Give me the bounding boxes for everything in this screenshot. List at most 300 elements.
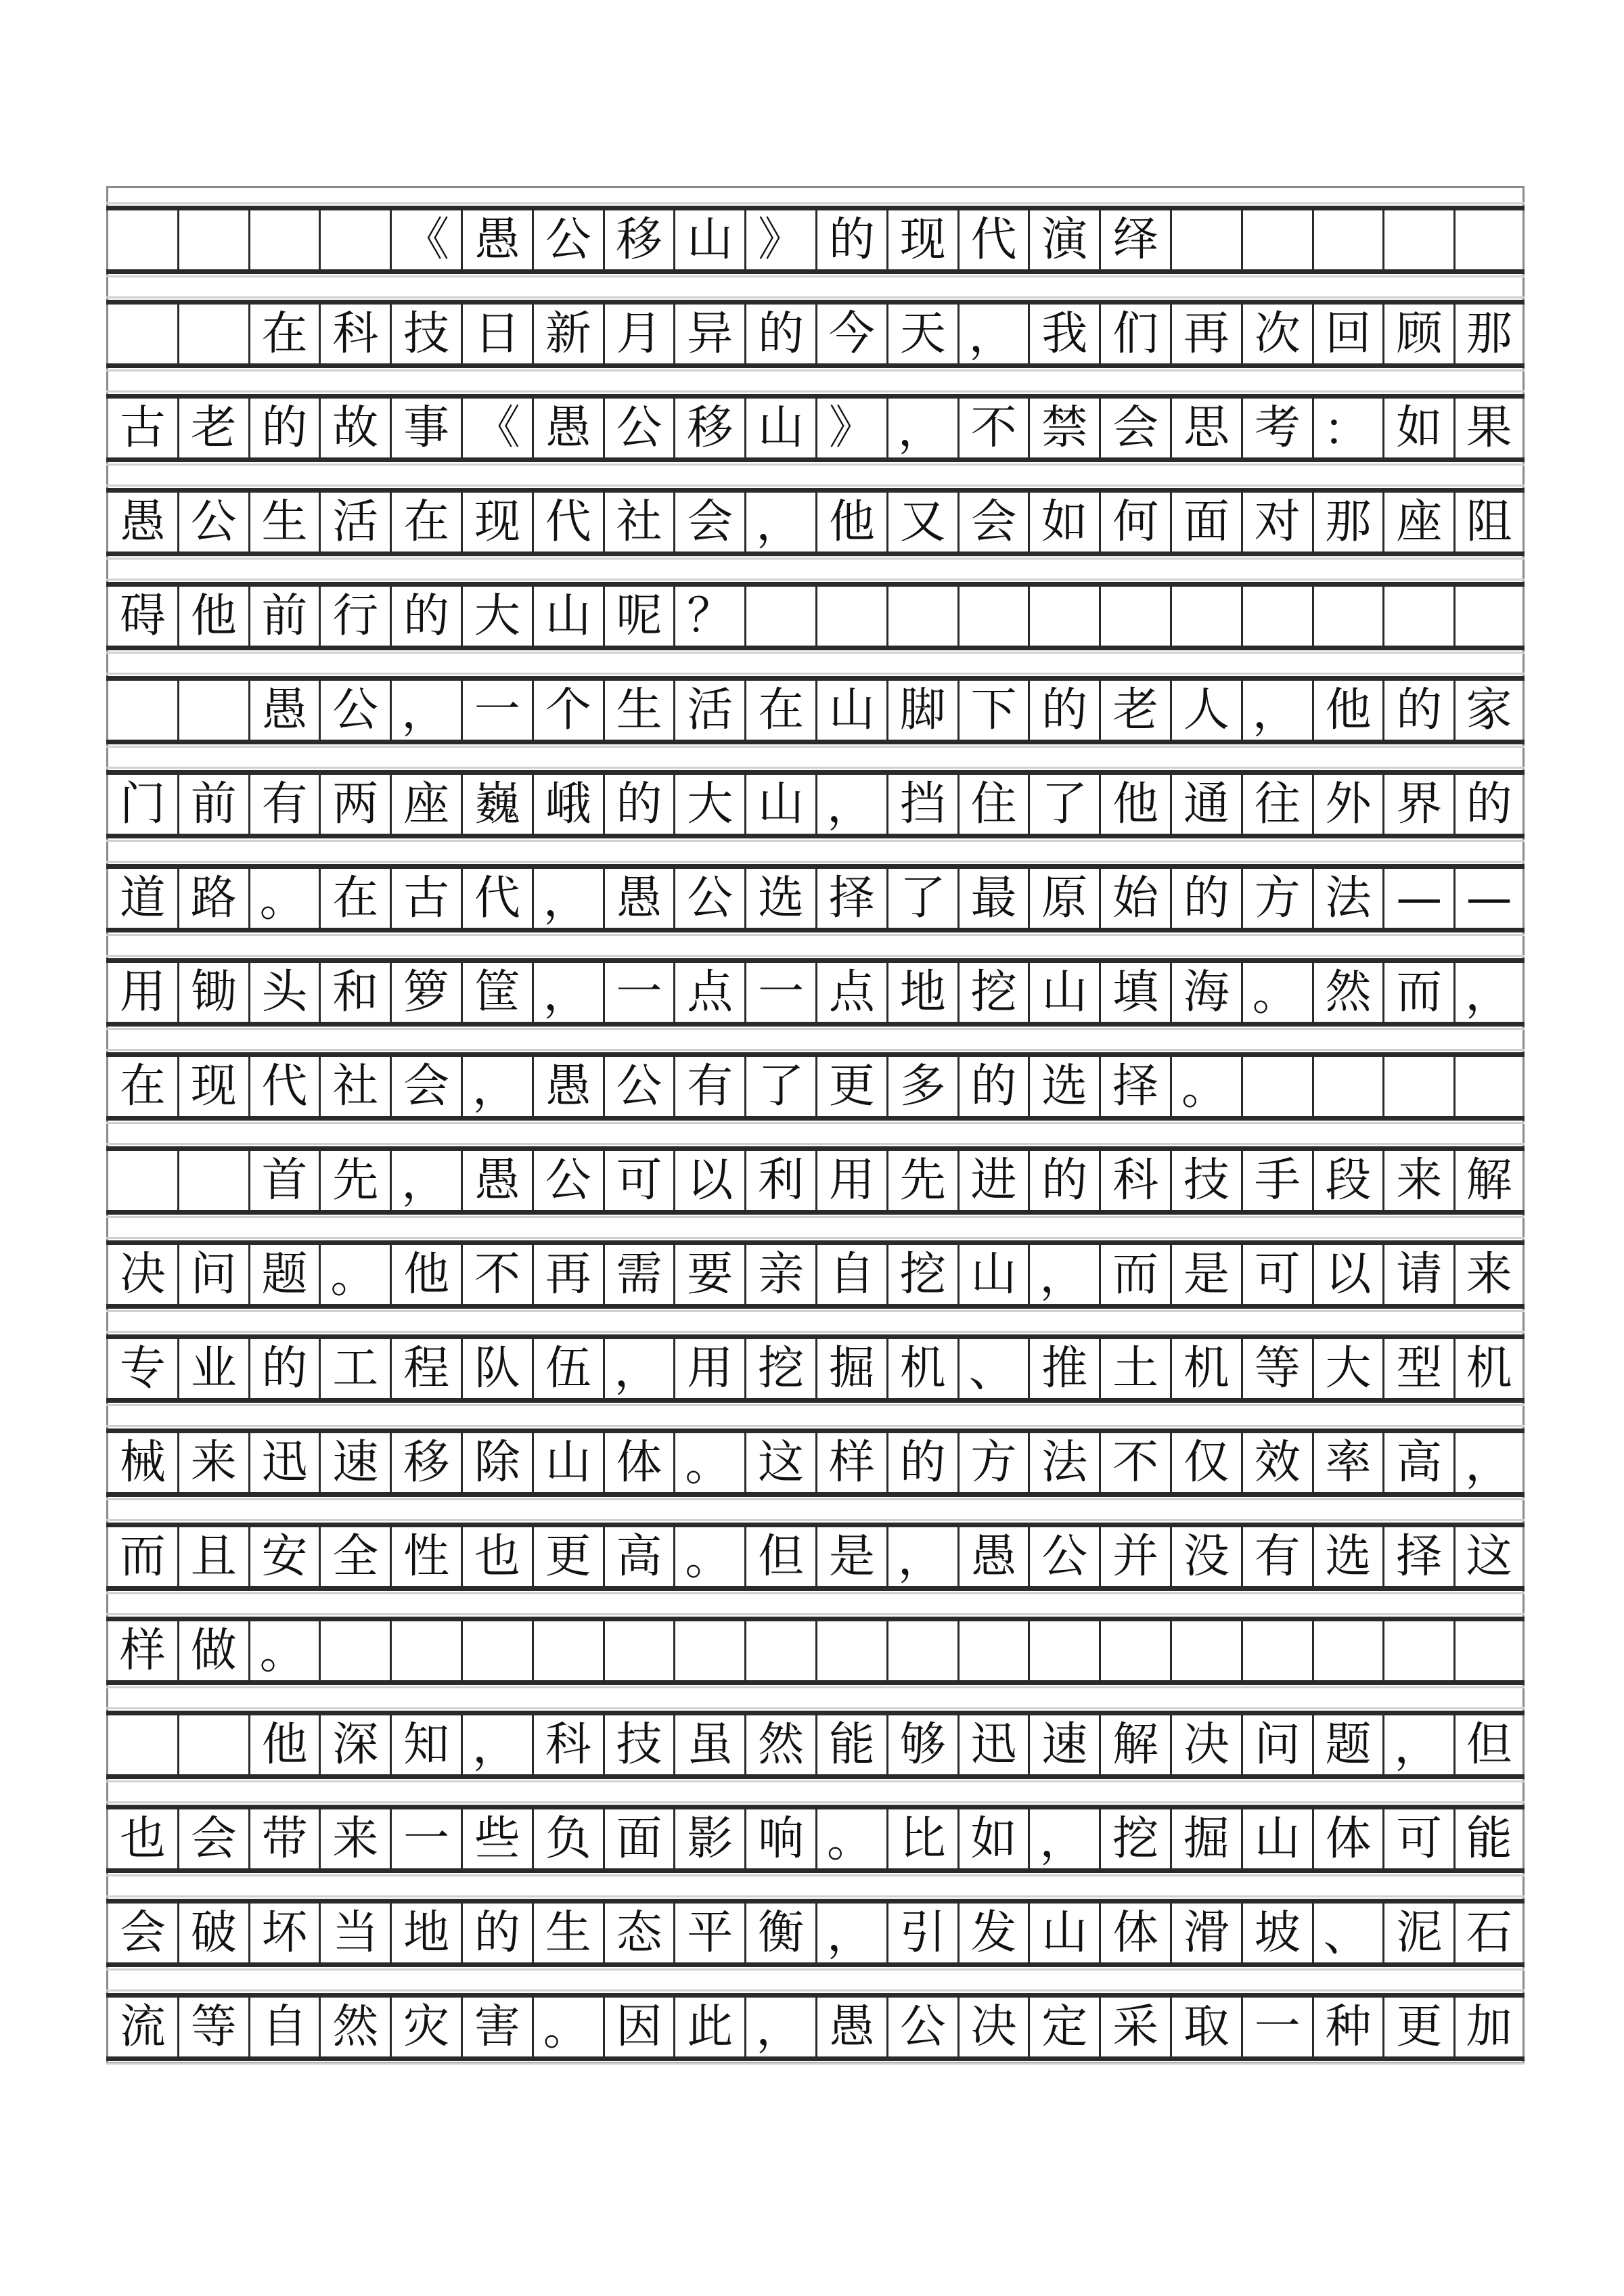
grid-cell-char: ， (1453, 1433, 1525, 1492)
grid-cell-char: 此 (673, 1998, 744, 2056)
grid-cell-char: 些 (461, 1809, 532, 1868)
grid-cell-char: 公 (319, 681, 390, 740)
grid-cell-char: 会 (957, 493, 1029, 552)
grid-cell-char: 的 (957, 1057, 1029, 1116)
grid-cell-char: 选 (744, 869, 815, 928)
grid-cell-char: 做 (177, 1621, 248, 1680)
grid-cell-char: 的 (603, 775, 674, 834)
grid-cell-char: 样 (815, 1433, 886, 1492)
grid-cell-char: 会 (390, 1057, 461, 1116)
grid-cell-char: 等 (1241, 1339, 1312, 1398)
grid-cell-char: 迅 (248, 1433, 319, 1492)
grid-cell-char: 、 (1312, 1904, 1383, 1962)
grid-cell-char: 更 (532, 1527, 603, 1586)
grid-cell-char: 。 (673, 1433, 744, 1492)
grid-cell-char: 个 (532, 681, 603, 740)
grid-cell-char: ， (886, 399, 957, 457)
grid-cell-empty (106, 305, 177, 363)
grid-cell-char: 社 (603, 493, 674, 552)
grid-cell-char: 速 (1028, 1715, 1099, 1774)
grid-cell-empty (106, 210, 177, 269)
grid-cell-char: 型 (1382, 1339, 1453, 1398)
grid-cell-char: 挖 (744, 1339, 815, 1398)
grid-cell-char: 工 (319, 1339, 390, 1398)
grid-cell-char: 座 (1382, 493, 1453, 552)
grid-cell-char: 比 (886, 1809, 957, 1868)
grid-cell-char: 山 (744, 775, 815, 834)
grid-cell-char: 代 (532, 493, 603, 552)
grid-cell-char: 的 (1028, 681, 1099, 740)
grid-cell-char: 问 (177, 1245, 248, 1304)
grid-cell-char: 挖 (886, 1245, 957, 1304)
grid-cell-char: 手 (1241, 1151, 1312, 1210)
grid-cell-char: ， (1028, 1245, 1099, 1304)
grid-cell-char: 愚 (603, 869, 674, 928)
grid-cell-char: 。 (673, 1527, 744, 1586)
grid-cell-char: 以 (1312, 1245, 1383, 1304)
grid-cell-char: 采 (1099, 1998, 1170, 2056)
grid-cell-char: 公 (532, 1151, 603, 1210)
text-row (106, 1805, 1525, 1873)
grid-cell-char: 技 (1170, 1151, 1241, 1210)
grid-cell-char: 的 (886, 1433, 957, 1492)
grid-cell-char: 仅 (1170, 1433, 1241, 1492)
grid-cell-char: 公 (673, 869, 744, 928)
grid-cell-empty (319, 1621, 390, 1680)
grid-cell-char: 先 (319, 1151, 390, 1210)
grid-cell-char: 高 (603, 1527, 674, 1586)
grid-cell-char: 箩 (390, 963, 461, 1022)
grid-cell-char: 然 (319, 1998, 390, 2056)
grid-cell-char: 程 (390, 1339, 461, 1398)
grid-cell-char: 筐 (461, 963, 532, 1022)
grid-cell-char: 他 (390, 1245, 461, 1304)
grid-cell-char: 山 (815, 681, 886, 740)
grid-cell-char: 解 (1099, 1715, 1170, 1774)
text-row (106, 1052, 1525, 1121)
grid-cell-char: 代 (248, 1057, 319, 1116)
text-row (106, 1428, 1525, 1497)
grid-cell-char: 巍 (461, 775, 532, 834)
grid-cell-char: ， (815, 775, 886, 834)
grid-cell-char: 但 (744, 1527, 815, 1586)
grid-cell-char: 山 (532, 1433, 603, 1492)
grid-cell-char: 科 (532, 1715, 603, 1774)
grid-cell-char: 如 (1028, 493, 1099, 552)
grid-cell-char: 脚 (886, 681, 957, 740)
grid-cell-char: 。 (1170, 1057, 1241, 1116)
grid-cell-char: 愚 (461, 210, 532, 269)
grid-cell-char: 问 (1241, 1715, 1312, 1774)
grid-cell-char: 移 (673, 399, 744, 457)
grid-cell-char: 天 (886, 305, 957, 363)
grid-cell-char: — (1453, 869, 1525, 928)
grid-cell-char: 技 (603, 1715, 674, 1774)
grid-cell-char: 率 (1312, 1433, 1383, 1492)
grid-cell-char: 的 (1170, 869, 1241, 928)
grid-cell-char: 机 (1453, 1339, 1525, 1398)
grid-cell-char: 了 (886, 869, 957, 928)
grid-cell-char: 又 (886, 493, 957, 552)
grid-cell-char: 进 (957, 1151, 1029, 1210)
text-row (106, 1146, 1525, 1215)
grid-cell-char: 活 (673, 681, 744, 740)
grid-cell-char: 呢 (603, 587, 674, 646)
grid-cell-char: 掘 (1170, 1809, 1241, 1868)
grid-cell-char: 了 (1028, 775, 1099, 834)
grid-cell-char: 的 (461, 1904, 532, 1962)
grid-cell-char: 械 (106, 1433, 177, 1492)
grid-cell-char: 他 (1312, 681, 1383, 740)
grid-cell-char: 取 (1170, 1998, 1241, 2056)
grid-cell-char: 月 (603, 305, 674, 363)
grid-cell-empty (106, 1715, 177, 1774)
grid-cell-char: 公 (603, 1057, 674, 1116)
text-row (106, 394, 1525, 462)
grid-cell-char: 事 (390, 399, 461, 457)
grid-cell-char: 有 (248, 775, 319, 834)
grid-cell-char: 体 (1099, 1904, 1170, 1962)
grid-cell-char: ： (1312, 399, 1383, 457)
grid-cell-char: 在 (744, 681, 815, 740)
grid-cell-empty (106, 681, 177, 740)
grid-cell-char: 点 (673, 963, 744, 1022)
grid-cell-char: 次 (1241, 305, 1312, 363)
grid-cell-empty (1382, 1621, 1453, 1680)
grid-cell-char: 这 (1453, 1527, 1525, 1586)
grid-cell-char: 当 (319, 1904, 390, 1962)
grid-cell-empty (319, 210, 390, 269)
grid-cell-char: 》 (815, 399, 886, 457)
grid-cell-char: 禁 (1028, 399, 1099, 457)
grid-cell-char: 坏 (248, 1904, 319, 1962)
grid-cell-char: 而 (106, 1527, 177, 1586)
text-row (106, 1711, 1525, 1779)
grid-cell-empty (815, 587, 886, 646)
grid-cell-empty (390, 1621, 461, 1680)
grid-cell-char: ， (1382, 1715, 1453, 1774)
grid-cell-char: 用 (815, 1151, 886, 1210)
grid-cell-char: 原 (1028, 869, 1099, 928)
grid-cell-char: 深 (319, 1715, 390, 1774)
grid-cell-char: 机 (1170, 1339, 1241, 1398)
grid-cell-char: 山 (1241, 1809, 1312, 1868)
grid-cell-char: 锄 (177, 963, 248, 1022)
grid-cell-char: 愚 (106, 493, 177, 552)
grid-cell-char: 公 (603, 399, 674, 457)
grid-cell-char: 公 (1028, 1527, 1099, 1586)
grid-cell-empty (1312, 587, 1383, 646)
grid-cell-char: ， (1241, 681, 1312, 740)
grid-cell-char: ， (461, 1057, 532, 1116)
grid-cell-char: 始 (1099, 869, 1170, 928)
grid-cell-char: 种 (1312, 1998, 1383, 2056)
grid-cell-char: 题 (248, 1245, 319, 1304)
grid-cell-empty (1453, 1057, 1525, 1116)
grid-cell-empty (957, 1621, 1029, 1680)
grid-cell-char: 解 (1453, 1151, 1525, 1210)
grid-cell-char: 会 (177, 1809, 248, 1868)
grid-cell-char: 在 (106, 1057, 177, 1116)
text-row (106, 582, 1525, 650)
grid-cell-char: 对 (1241, 493, 1312, 552)
grid-cell-char: 两 (319, 775, 390, 834)
grid-cell-char: 那 (1453, 305, 1525, 363)
grid-cell-char: 且 (177, 1527, 248, 1586)
text-row (106, 1993, 1525, 2061)
grid-cell-char: 会 (1099, 399, 1170, 457)
grid-cell-empty (1312, 210, 1383, 269)
grid-cell-char: 。 (319, 1245, 390, 1304)
grid-cell-char: 来 (319, 1809, 390, 1868)
grid-cell-char: 愚 (815, 1998, 886, 2056)
grid-cell-char: 。 (248, 869, 319, 928)
grid-cell-char: 有 (673, 1057, 744, 1116)
grid-cell-char: 生 (532, 1904, 603, 1962)
grid-cell-char: 公 (886, 1998, 957, 2056)
grid-cell-char: 在 (390, 493, 461, 552)
grid-cell-char: 坡 (1241, 1904, 1312, 1962)
grid-cell-char: 土 (1099, 1339, 1170, 1398)
grid-cell-char: 挖 (957, 963, 1029, 1022)
grid-cell-char: 滑 (1170, 1904, 1241, 1962)
grid-cell-char: 界 (1382, 775, 1453, 834)
text-row (106, 1899, 1525, 1967)
grid-cell-char: 碍 (106, 587, 177, 646)
grid-cell-char: 灾 (390, 1998, 461, 2056)
grid-cell-char: 不 (957, 399, 1029, 457)
grid-cell-char: 可 (1382, 1809, 1453, 1868)
grid-cell-char: 老 (177, 399, 248, 457)
grid-cell-char: ， (1028, 1809, 1099, 1868)
grid-cell-char: 再 (1170, 305, 1241, 363)
grid-cell-char: 流 (106, 1998, 177, 2056)
grid-cell-char: 样 (106, 1621, 177, 1680)
grid-cell-char: 那 (1312, 493, 1383, 552)
grid-cell-empty (1312, 1621, 1383, 1680)
grid-cell-char: 要 (673, 1245, 744, 1304)
grid-cell-char: 新 (532, 305, 603, 363)
grid-cell-char: 专 (106, 1339, 177, 1398)
grid-cell-char: 异 (673, 305, 744, 363)
grid-cell-char: ， (1453, 963, 1525, 1022)
grid-cell-char: 古 (106, 399, 177, 457)
grid-cell-char: 现 (177, 1057, 248, 1116)
grid-cell-char: 利 (744, 1151, 815, 1210)
grid-cell-char: ， (532, 963, 603, 1022)
grid-cell-char: 的 (1453, 775, 1525, 834)
grid-cell-empty (1382, 587, 1453, 646)
grid-cell-char: 并 (1099, 1527, 1170, 1586)
grid-cell-char: 》 (744, 210, 815, 269)
grid-cell-char: 。 (815, 1809, 886, 1868)
grid-cell-char: 而 (1099, 1245, 1170, 1304)
grid-cell-char: 日 (461, 305, 532, 363)
grid-cell-char: 住 (957, 775, 1029, 834)
grid-cell-char: 多 (886, 1057, 957, 1116)
grid-cell-char: 安 (248, 1527, 319, 1586)
grid-cell-empty (886, 587, 957, 646)
grid-cell-char: 行 (319, 587, 390, 646)
grid-cell-char: 会 (106, 1904, 177, 1962)
grid-cell-char: 一 (744, 963, 815, 1022)
grid-cell-char: 他 (815, 493, 886, 552)
grid-cell-char: 演 (1028, 210, 1099, 269)
grid-cell-char: 、 (957, 1339, 1029, 1398)
grid-cell-char: 的 (744, 305, 815, 363)
grid-cell-char: 地 (390, 1904, 461, 1962)
grid-cell-empty (673, 1621, 744, 1680)
grid-cell-char: 态 (603, 1904, 674, 1962)
grid-cell-char: ， (957, 305, 1029, 363)
grid-cell-char: 亲 (744, 1245, 815, 1304)
grid-cell-char: 全 (319, 1527, 390, 1586)
grid-cell-empty (957, 587, 1029, 646)
grid-cell-char: 先 (886, 1151, 957, 1210)
grid-cell-empty (744, 587, 815, 646)
title-row (106, 206, 1525, 274)
grid-cell-char: 《 (390, 210, 461, 269)
grid-cell-char: 法 (1312, 869, 1383, 928)
grid-cell-char: 座 (390, 775, 461, 834)
grid-cell-char: 害 (461, 1998, 532, 2056)
grid-cell-char: 。 (532, 1998, 603, 2056)
grid-cell-char: 何 (1099, 493, 1170, 552)
grid-cell-char: 泥 (1382, 1904, 1453, 1962)
grid-cell-char: 头 (248, 963, 319, 1022)
grid-cell-char: 自 (815, 1245, 886, 1304)
grid-cell-char: 如 (957, 1809, 1029, 1868)
grid-cell-char: ， (886, 1527, 957, 1586)
text-row (106, 1523, 1525, 1591)
grid-cell-char: 代 (957, 210, 1029, 269)
grid-cell-char: 一 (603, 963, 674, 1022)
grid-cell-empty (1312, 1057, 1383, 1116)
grid-cell-char: 性 (390, 1527, 461, 1586)
grid-cell-char: 体 (1312, 1809, 1383, 1868)
grid-cell-char: 的 (248, 1339, 319, 1398)
grid-cell-char: 海 (1170, 963, 1241, 1022)
grid-cell-empty (1170, 587, 1241, 646)
text-row (106, 488, 1525, 556)
grid-cell-char: 大 (461, 587, 532, 646)
text-row (106, 300, 1525, 368)
grid-cell-empty (1241, 210, 1312, 269)
grid-cell-char: 通 (1170, 775, 1241, 834)
grid-cell-empty (177, 681, 248, 740)
grid-cell-char: 的 (1028, 1151, 1099, 1210)
grid-cell-char: 生 (248, 493, 319, 552)
grid-cell-char: 山 (1028, 1904, 1099, 1962)
grid-cell-char: 择 (815, 869, 886, 928)
grid-cell-char: 可 (603, 1151, 674, 1210)
grid-cell-empty (815, 1621, 886, 1680)
grid-cell-char: 点 (815, 963, 886, 1022)
grid-cell-char: 择 (1099, 1057, 1170, 1116)
grid-cell-char: 的 (815, 210, 886, 269)
grid-cell-char: 阻 (1453, 493, 1525, 552)
grid-cell-char: ， (744, 493, 815, 552)
grid-cell-char: 平 (673, 1904, 744, 1962)
grid-cell-char: 也 (461, 1527, 532, 1586)
grid-cell-char: 是 (815, 1527, 886, 1586)
grid-cell-char: 引 (886, 1904, 957, 1962)
grid-cell-char: 峨 (532, 775, 603, 834)
grid-cell-empty (603, 1621, 674, 1680)
grid-cell-char: 这 (744, 1433, 815, 1492)
grid-cell-char: 然 (1312, 963, 1383, 1022)
grid-cell-char: 高 (1382, 1433, 1453, 1492)
text-row (106, 958, 1525, 1027)
grid-cell-char: 不 (1099, 1433, 1170, 1492)
grid-cell-char: 路 (177, 869, 248, 928)
grid-cell-char: 但 (1453, 1715, 1525, 1774)
grid-cell-char: 因 (603, 1998, 674, 2056)
grid-cell-char: 顾 (1382, 305, 1453, 363)
grid-cell-char: 衡 (744, 1904, 815, 1962)
grid-cell-char: 响 (744, 1809, 815, 1868)
text-row (106, 676, 1525, 744)
grid-cell-char: ？ (673, 587, 744, 646)
grid-cell-char: 选 (1028, 1057, 1099, 1116)
grid-cell-char: 了 (744, 1057, 815, 1116)
grid-cell-char: 以 (673, 1151, 744, 1210)
grid-cell-empty (1453, 587, 1525, 646)
grid-cell-char: 的 (390, 587, 461, 646)
grid-cell-char: 移 (390, 1433, 461, 1492)
grid-cell-char: 负 (532, 1809, 603, 1868)
grid-cell-empty (1382, 210, 1453, 269)
grid-cell-char: 不 (461, 1245, 532, 1304)
grid-cell-char: 现 (886, 210, 957, 269)
grid-cell-char: 的 (1382, 681, 1453, 740)
grid-cell-char: 题 (1312, 1715, 1383, 1774)
grid-cell-char: 决 (1170, 1715, 1241, 1774)
grid-cell-char: 来 (1453, 1245, 1525, 1304)
grid-cell-char: 山 (957, 1245, 1029, 1304)
grid-cell-char: 破 (177, 1904, 248, 1962)
grid-cell-char: 法 (1028, 1433, 1099, 1492)
grid-cell-char: 效 (1241, 1433, 1312, 1492)
grid-cell-char: 挖 (1099, 1809, 1170, 1868)
grid-cell-char: 决 (957, 1998, 1029, 2056)
grid-cell-char: 除 (461, 1433, 532, 1492)
grid-cell-char: 然 (744, 1715, 815, 1774)
text-row (106, 770, 1525, 838)
grid-cell-empty (106, 1151, 177, 1210)
grid-cell-char: 有 (1241, 1527, 1312, 1586)
grid-cell-char: 思 (1170, 399, 1241, 457)
grid-cell-char: 今 (815, 305, 886, 363)
grid-cell-empty (177, 210, 248, 269)
grid-cell-char: 往 (1241, 775, 1312, 834)
grid-cell-char: 愚 (461, 1151, 532, 1210)
grid-cell-char: 更 (1382, 1998, 1453, 2056)
grid-cell-char: 也 (106, 1809, 177, 1868)
grid-cell-char: 面 (603, 1809, 674, 1868)
grid-cell-char: 自 (248, 1998, 319, 2056)
grid-cell-char: 没 (1170, 1527, 1241, 1586)
grid-cell-char: 考 (1241, 399, 1312, 457)
grid-cell-char: 虽 (673, 1715, 744, 1774)
grid-cell-char: 大 (1312, 1339, 1383, 1398)
grid-cell-char: 用 (673, 1339, 744, 1398)
grid-cell-char: 在 (319, 869, 390, 928)
grid-cell-char: 他 (177, 587, 248, 646)
grid-cell-char: 人 (1170, 681, 1241, 740)
grid-cell-char: 山 (673, 210, 744, 269)
grid-cell-char: 来 (177, 1433, 248, 1492)
